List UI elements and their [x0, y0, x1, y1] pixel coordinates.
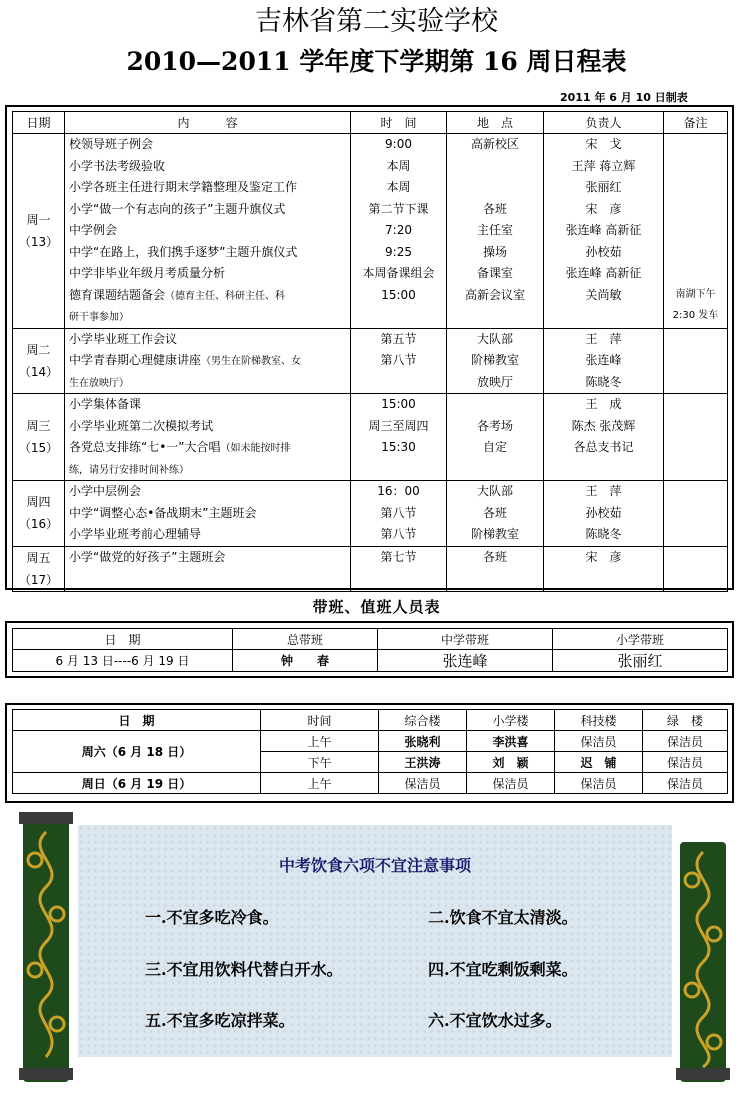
content-text: 中学例会: [69, 223, 118, 237]
sat-am-b4: 保洁员: [643, 731, 728, 752]
time-cell: 第八节: [380, 527, 417, 541]
sat-label: 周六（6 月 18 日）: [13, 731, 261, 773]
person-cell: 宋 彦: [585, 549, 622, 564]
time-cell: 第五节: [380, 331, 417, 346]
content-cell-group: [65, 328, 351, 394]
time-cell-group: [351, 394, 447, 481]
person-cell: 陈晓冬: [585, 374, 622, 389]
col-place: 地 点: [447, 112, 544, 134]
place-cell-group: [447, 328, 544, 394]
place-cell: 放映厅: [476, 374, 513, 389]
day-label: [13, 394, 65, 481]
place-cell: 大队部: [476, 484, 513, 498]
content-text: 小学“做党的好孩子”主题班会: [69, 549, 226, 564]
duty-title: 带班、值班人员表: [312, 598, 441, 616]
note-cell: 南湖下午: [675, 288, 716, 300]
tip-item: 三.不宜用饮料代替白开水。: [145, 960, 343, 979]
schedule-day-row: [13, 328, 728, 394]
day-name: 周一: [26, 212, 51, 227]
note-cell: [664, 134, 727, 156]
schedule-table: [12, 111, 728, 592]
time-cell-group: [351, 328, 447, 394]
content-text: 小学毕业班第二次模拟考试: [69, 418, 214, 433]
note-cell-group: [664, 481, 728, 547]
time-cell: 16：00: [377, 484, 420, 498]
note-cell-group: [664, 328, 728, 394]
place-cell-group: [447, 394, 544, 481]
content-cell: [65, 350, 350, 372]
person-cell: 王 成: [585, 397, 622, 411]
person-cell: [544, 306, 663, 328]
schedule-day-row: [13, 481, 728, 547]
place-cell: 操场: [482, 244, 507, 259]
content-note-text: 生在放映厅）: [69, 377, 129, 389]
time-cell: 7:20: [385, 223, 412, 237]
person-cell: 王 萍: [585, 331, 622, 346]
sun-am-time: 上午: [261, 773, 379, 794]
place-cell: 阶梯教室: [470, 353, 519, 367]
content-cell-group: [65, 394, 351, 481]
col-note: 备注: [664, 112, 728, 134]
note-cell: [664, 350, 727, 372]
tip-item: 一.不宜多吃冷食。: [145, 908, 279, 927]
wk-header-b3: 科技楼: [555, 710, 643, 731]
duty-middle: 张连峰: [378, 650, 553, 672]
person-cell: 张连峰 高新征: [565, 266, 642, 280]
schedule-day-row: [13, 134, 728, 329]
content-cell: [65, 547, 350, 569]
sat-am-b3: 保洁员: [555, 731, 643, 752]
content-cell: [65, 329, 350, 351]
duty-header-chief: 总带班: [233, 629, 378, 650]
sat-am-time: 上午: [261, 731, 379, 752]
place-cell: [447, 459, 543, 481]
place-cell: 阶梯教室: [470, 527, 519, 541]
day-number: （13）: [18, 234, 59, 249]
person-cell-group: [544, 328, 664, 394]
person-cell-group: [544, 481, 664, 547]
place-cell: 大队部: [476, 331, 513, 346]
place-cell: [447, 394, 543, 416]
note-cell: [664, 394, 727, 416]
person-cell: 各总支书记: [573, 440, 634, 454]
note-cell: [664, 199, 727, 221]
content-text: 小学书法考级验收: [69, 158, 166, 173]
tips-title: 中考饮食六项不宜注意事项: [278, 856, 471, 875]
weekend-table: [12, 709, 728, 794]
time-cell-group: [351, 546, 447, 591]
content-cell: [65, 437, 350, 459]
content-text: 小学各班主任进行期末学籍整理及鉴定工作: [69, 180, 298, 194]
person-cell: 张丽红: [585, 180, 622, 194]
duty-date: 6 月 13 日----6 月 19 日: [13, 650, 233, 672]
content-text: 小学集体备课: [69, 397, 142, 411]
wk-header-b1: 综合楼: [379, 710, 467, 731]
duty-primary: 张丽红: [553, 650, 728, 672]
weekend-header-row: [13, 710, 728, 731]
time-cell: [351, 568, 446, 590]
content-cell: [65, 156, 350, 178]
content-cell: [65, 263, 350, 285]
note-cell: [664, 437, 727, 459]
sun-am-b1: 保洁员: [379, 773, 467, 794]
duty-chief: 钟 春: [233, 650, 378, 672]
sun-am-b3: 保洁员: [555, 773, 643, 794]
duty-header-primary: 小学带班: [553, 629, 728, 650]
note-cell: [664, 459, 727, 481]
content-cell: [65, 394, 350, 416]
time-cell: 本周备课组会: [362, 266, 435, 280]
place-cell: 各考场: [476, 418, 513, 433]
place-cell: [447, 177, 543, 199]
note-cell-group: [664, 394, 728, 481]
person-cell: 宋 戈: [585, 137, 622, 151]
time-cell: [351, 306, 446, 328]
duty-header-row: [13, 629, 728, 650]
tip-item: 四.不宜吃剩饭剩菜。: [428, 960, 578, 979]
note-cell: [664, 263, 727, 285]
note-cell: [664, 481, 727, 503]
place-cell-group: [447, 546, 544, 591]
day-label: [13, 481, 65, 547]
col-content: 内 容: [65, 112, 351, 134]
content-note-text: （德育主任、科研主任、科: [165, 290, 286, 302]
content-text: 中学非毕业年级月考质量分析: [69, 266, 226, 280]
wk-header-b4: 绿 楼: [643, 710, 728, 731]
person-cell: 王 萍: [585, 484, 622, 498]
content-text: 小学中层例会: [69, 484, 142, 498]
schedule-day-row: [13, 546, 728, 591]
place-cell: 备课室: [476, 266, 513, 280]
scroll-left-roll-icon: [15, 812, 85, 1082]
wk-header-date: 日 期: [13, 710, 261, 731]
person-cell: 张连峰 高新征: [565, 223, 642, 237]
time-cell: 周三至周四: [368, 418, 429, 433]
content-text: 中学青春期心理健康讲座: [69, 353, 202, 367]
note-cell: [664, 503, 727, 525]
tip-item: 二.饮食不宜太清淡。: [428, 908, 578, 927]
note-cell: [664, 177, 727, 199]
content-cell-group: [65, 134, 351, 329]
time-cell: 15:00: [381, 287, 416, 302]
place-cell: 主任室: [476, 223, 513, 237]
note-cell: [664, 220, 727, 242]
time-cell: 第八节: [380, 505, 417, 520]
content-text: 各党总支排练“七•一”大合唱: [69, 440, 221, 454]
note-cell-group: [664, 134, 728, 329]
place-cell: 各班: [482, 505, 507, 520]
day-name: 周四: [26, 495, 51, 510]
person-cell-group: [544, 134, 664, 329]
schedule-day-row: [13, 394, 728, 481]
content-cell: [65, 220, 350, 242]
schedule-header-row: [13, 112, 728, 134]
tip-item: 六.不宜饮水过多。: [428, 1011, 562, 1030]
sat-pm-b4: 保洁员: [643, 752, 728, 773]
day-name: 周二: [26, 342, 51, 357]
content-text: 小学“做一个有志向的孩子”主题升旗仪式: [69, 201, 286, 216]
col-person: 负责人: [544, 112, 664, 134]
content-cell: [65, 177, 350, 199]
content-cell: [65, 568, 350, 590]
day-number: （14）: [18, 364, 59, 379]
day-label: [13, 328, 65, 394]
place-cell: 高新校区: [470, 137, 519, 151]
duty-header-middle: 中学带班: [378, 629, 553, 650]
note-cell: [664, 568, 727, 590]
time-cell: 15:00: [381, 397, 416, 411]
content-cell: [65, 459, 350, 481]
note-cell: [664, 329, 727, 351]
note-cell: [664, 372, 727, 394]
content-text: 德育课题结题备会: [69, 287, 166, 302]
time-cell-group: [351, 481, 447, 547]
place-cell: 各班: [482, 549, 507, 564]
place-cell: 自定: [482, 440, 507, 454]
sat-am-b2: 李洪喜: [467, 731, 555, 752]
time-cell: 9:00: [385, 137, 412, 151]
col-date: 日期: [13, 112, 65, 134]
note-cell: 2:30 发车: [672, 310, 719, 321]
note-cell: [664, 242, 727, 264]
sat-am-b1: 张晓利: [379, 731, 467, 752]
content-cell: [65, 503, 350, 525]
content-cell: [65, 134, 350, 156]
time-cell-group: [351, 134, 447, 329]
content-cell: [65, 199, 350, 221]
content-cell: [65, 372, 350, 394]
content-cell-group: [65, 481, 351, 547]
wk-header-time: 时间: [261, 710, 379, 731]
sun-am-b2: 保洁员: [467, 773, 555, 794]
duty-table: [12, 628, 728, 672]
time-cell: 本周: [386, 180, 411, 194]
day-number: （17）: [18, 572, 59, 587]
content-text: 中学“调整心态•备战期末”主题班会: [69, 505, 257, 520]
note-cell: [664, 547, 727, 569]
place-cell-group: [447, 481, 544, 547]
day-number: （16）: [18, 517, 59, 532]
person-cell-group: [544, 546, 664, 591]
place-cell: [447, 156, 543, 178]
place-cell: 各班: [482, 201, 507, 216]
made-date: 2011 年 6 月 10 日制表: [560, 91, 688, 104]
duty-row: [13, 650, 728, 672]
time-cell: 第七节: [380, 549, 417, 564]
weekend-row: [13, 773, 728, 794]
content-note-text: 练，请另行安排时间补练）: [69, 464, 189, 476]
person-cell: 陈杰 张茂辉: [571, 418, 636, 433]
time-cell: [351, 459, 446, 481]
time-cell: 第二节下课: [368, 201, 429, 216]
time-cell: [351, 372, 446, 394]
day-number: （15）: [18, 441, 59, 455]
time-cell: 本周: [386, 158, 411, 173]
sat-pm-b2: 刘 颖: [467, 752, 555, 773]
school-title: 吉林省第二实验学校: [255, 6, 498, 37]
place-cell: [447, 306, 543, 328]
weekend-row: [13, 731, 728, 752]
time-cell: 第八节: [380, 353, 417, 367]
person-cell: 孙校茹: [585, 505, 622, 520]
place-cell: 高新会议室: [464, 287, 525, 302]
note-cell-group: [664, 546, 728, 591]
scroll-right-roll-icon: [672, 842, 740, 1082]
place-cell: [447, 568, 543, 590]
person-cell: 关尚敏: [585, 287, 622, 302]
sun-am-b4: 保洁员: [643, 773, 728, 794]
wk-header-b2: 小学楼: [467, 710, 555, 731]
person-cell: 王萍 蒋立辉: [571, 158, 636, 173]
content-text: 小学毕业班考前心理辅导: [69, 527, 202, 541]
content-cell-group: [65, 546, 351, 591]
content-cell: [65, 481, 350, 503]
day-label: [13, 546, 65, 591]
day-name: 周三: [26, 419, 51, 433]
person-cell: 宋 彦: [585, 201, 622, 216]
time-cell: 15:30: [381, 440, 416, 454]
day-name: 周五: [26, 550, 51, 565]
place-cell-group: [447, 134, 544, 329]
sat-pm-time: 下午: [261, 752, 379, 773]
person-cell: [544, 459, 663, 481]
person-cell: 张连峰: [585, 353, 622, 367]
person-cell: 孙校茹: [585, 244, 622, 259]
content-note-text: 研干事参加）: [69, 312, 129, 323]
content-cell: [65, 285, 350, 307]
schedule-title: 2010—2011 学年度下学期第 16 周日程表: [126, 47, 627, 76]
note-cell: [664, 416, 727, 438]
content-text: 小学毕业班工作会议: [69, 331, 178, 346]
duty-header-date: 日 期: [13, 629, 233, 650]
content-note-text: （如未能按时排: [220, 443, 291, 454]
note-cell: [664, 156, 727, 178]
content-text: 中学“在路上，我们携手逐梦”主题升旗仪式: [69, 244, 298, 259]
content-cell: [65, 306, 350, 328]
content-text: 校领导班子例会: [69, 137, 154, 151]
day-label: [13, 134, 65, 329]
sun-label: 周日（6 月 19 日）: [13, 773, 261, 794]
tip-item: 五.不宜多吃凉拌菜。: [145, 1011, 295, 1030]
person-cell: 陈晓冬: [585, 527, 622, 541]
person-cell-group: [544, 394, 664, 481]
time-cell: 9:25: [385, 244, 412, 259]
person-cell: [544, 568, 663, 590]
col-time: 时 间: [351, 112, 447, 134]
sat-pm-b1: 王洪涛: [379, 752, 467, 773]
content-cell: [65, 242, 350, 264]
note-cell: [664, 524, 727, 546]
content-note-text: （男生在阶梯教室、女: [201, 356, 302, 367]
content-cell: [65, 524, 350, 546]
content-cell: [65, 416, 350, 438]
sat-pm-b3: 迟 铺: [555, 752, 643, 773]
